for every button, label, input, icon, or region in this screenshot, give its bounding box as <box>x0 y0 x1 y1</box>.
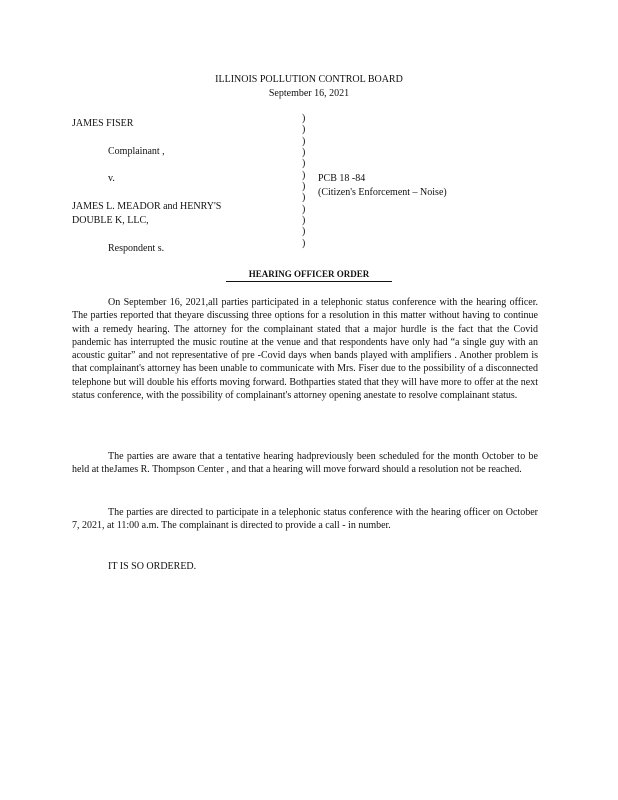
paren: ) <box>302 203 306 215</box>
order-date: September 16, 2021 <box>268 88 350 99</box>
paren: ) <box>302 135 306 147</box>
case-type: (Citizen's Enforcement – Noise) <box>318 187 447 198</box>
paren: ) <box>302 158 306 170</box>
paragraph-directive: The parties are directed to participate in a telephonic status conference with the hearing officer on October 7, 2021, at 11:00 a.m. The complainant is directed to provide a call - in number. <box>72 507 538 532</box>
paren: ) <box>302 237 306 249</box>
respondent-name-line-2: DOUBLE K, LLC, <box>72 215 149 226</box>
paren: ) <box>302 181 306 193</box>
paren: ) <box>302 113 306 124</box>
case-number: PCB 18 -84 <box>318 173 366 184</box>
respondent-name-line-1: JAMES L. MEADOR and HENRY'S <box>72 201 222 212</box>
order-title: HEARING OFFICER ORDER <box>226 268 392 282</box>
paren: ) <box>302 192 306 204</box>
paren: ) <box>302 147 306 159</box>
paragraph-hearing-schedule: The parties are aware that a tentative hearing hadpreviously been scheduled for the month October to be held at theJames R. Thompson Center , and that a hearing will move forward should a resolution not be reached. <box>72 451 538 476</box>
respondent-role: Respondent s. <box>108 243 165 254</box>
complainant-name: JAMES FISER <box>72 118 134 129</box>
so-ordered: IT IS SO ORDERED. <box>108 561 197 572</box>
complainant-role: Complainant , <box>108 146 165 157</box>
paragraph-status-report: On September 16, 2021,all parties participated in a telephonic status conference with the hearing officer. The parties reported that theyare discussing three options for a resolution in this matter without having to continue with a remedy hearing. The attorney for the complainant stated that a major hurdle is the fact that the Covid pandemic has interrupted the music routine at the venue and that respondents have only had “a single guy with an acoustic guitar” and not representative of pre -Covid days when bands played with amplifiers . Another problem is that complainant's attorney has been unable to communicate with Mrs. Fiser due to the possibility of a disconnected telephone but will double his efforts moving forward. Bothparties stated that they will have more to offer at the next status conference, with the possibility of complainant's attorney opening anestate to resolve complainant status. <box>72 297 538 402</box>
paren: ) <box>302 226 306 238</box>
board-name: ILLINOIS POLLUTION CONTROL BOARD <box>215 74 403 85</box>
caption-parentheses <box>302 113 305 249</box>
paren: ) <box>302 124 306 136</box>
versus-label: v. <box>108 173 115 184</box>
paren: ) <box>302 169 306 181</box>
paren: ) <box>302 215 306 227</box>
